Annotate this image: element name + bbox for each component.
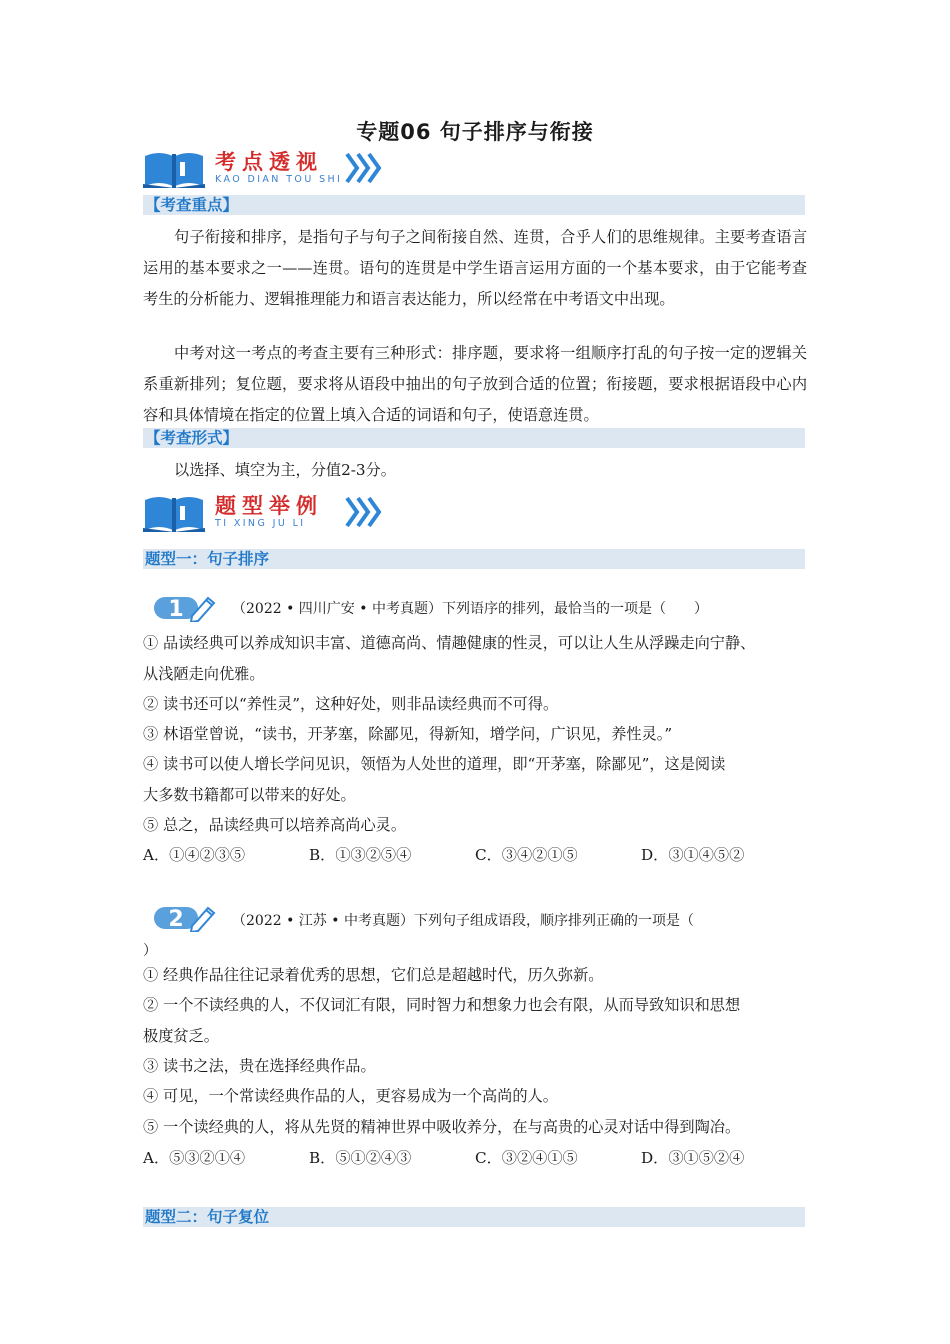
q1-sentence-line: ② 读书还可以“养性灵”，这种好处，则非品读经典而不可得。 (143, 695, 559, 713)
open-book-icon (143, 148, 205, 188)
banner-title-cn: 题型举例 (215, 494, 323, 518)
q2-sentence-line: ④ 可见，一个常读经典作品的人，更容易成为一个高尚的人。 (143, 1087, 558, 1105)
q1-sentence-line: 大多数书籍都可以带来的好处。 (143, 786, 356, 804)
q2-sentence-line: ③ 读书之法，贵在选择经典作品。 (143, 1057, 376, 1075)
banner-title-en: TI XING JU LI (215, 518, 306, 529)
banner-title-en: KAO DIAN TOU SHI (215, 174, 343, 185)
section-header-label: 【考查重点】 (145, 195, 239, 214)
section-banner-tixing (143, 490, 403, 536)
section-header-type1 (143, 549, 805, 569)
svg-text:1: 1 (168, 597, 184, 622)
option-b[interactable]: B．⑤①②④③ (309, 1149, 412, 1167)
option-a[interactable]: A．①④②③⑤ (143, 846, 246, 864)
option-c[interactable]: C．③②④①⑤ (475, 1149, 578, 1167)
question-2-stem-tail: ） (143, 943, 157, 959)
section-header-form (143, 428, 805, 448)
banner-title-cn: 考点透视 (215, 150, 323, 174)
section-banner-kaodian (143, 146, 403, 192)
q2-sentence-line: ⑤ 一个读经典的人，将从先贤的精神世界中吸收养分，在与高贵的心灵对话中得到陶冶。 (143, 1118, 741, 1136)
option-d[interactable]: D．③①⑤②④ (641, 1149, 745, 1167)
q1-sentence-line: ⑤ 总之，品读经典可以培养高尚心灵。 (143, 816, 407, 834)
option-d[interactable]: D．③①④⑤② (641, 846, 745, 864)
q2-sentence-line: ① 经典作品往往记录着优秀的思想，它们总是超越时代，历久弥新。 (143, 966, 604, 984)
open-book-icon (143, 492, 205, 532)
section-header-key (143, 195, 805, 215)
svg-text:2: 2 (168, 907, 184, 932)
option-b[interactable]: B．①③②⑤④ (309, 846, 412, 864)
question-2-stem: （2022 • 江苏 • 中考真题）下列句子组成语段，顺序排列正确的一项是（ (232, 913, 694, 929)
q1-sentence-line: 从浅陋走向优雅。 (143, 665, 265, 683)
question-1-stem: （2022 • 四川广安 • 中考真题）下列语序的排列，最恰当的一项是（ ） (232, 601, 708, 617)
question-number-badge (154, 904, 216, 932)
key-paragraph-2: 中考对这一考点的考查主要有三种形式：排序题，要求将一组顺序打乱的句子按一定的逻辑关系重新排列；复位题，要求将从语段中抽出的句子放到合适的位置；衔接题，要求根据语段中心内容和具体情境在指定的位置上填入合适的词语和句子，使语意连贯。 (143, 344, 807, 424)
q2-options (143, 1143, 803, 1173)
form-paragraph: 以选择、填空为主，分值2-3分。 (174, 461, 396, 479)
option-a[interactable]: A．⑤③②①④ (143, 1149, 246, 1167)
question-number-badge (154, 594, 216, 622)
section-header-label: 题型二：句子复位 (145, 1207, 270, 1226)
section-header-label: 【考查形式】 (145, 428, 239, 447)
option-c[interactable]: C．③④②①⑤ (475, 846, 578, 864)
section-header-type2 (143, 1207, 805, 1227)
q2-sentence-line: ② 一个不读经典的人，不仅词汇有限，同时智力和想象力也会有限，从而导致知识和思想 (143, 996, 741, 1014)
q1-sentence-line: ④ 读书可以使人增长学问见识，领悟为人处世的道理，即“开茅塞，除鄙见”，这是阅读 (143, 755, 726, 773)
chevrons-right-icon (343, 494, 385, 530)
section-header-label: 题型一：句子排序 (145, 549, 270, 568)
key-paragraph-1: 句子衔接和排序，是指句子与句子之间衔接自然、连贯，合乎人们的思维规律。主要考查语言运用的基本要求之一——连贯。语句的连贯是中学生语言运用方面的一个基本要求，由于它能考查考生的分析能力、逻辑推理能力和语言表达能力，所以经常在中考语文中出现。 (143, 228, 807, 308)
chevrons-right-icon (343, 150, 385, 186)
q1-sentence-line: ③ 林语堂曾说，“读书，开茅塞，除鄙见，得新知，增学问，广识见，养性灵。” (143, 725, 673, 743)
q1-options (143, 840, 803, 870)
page-title: 专题06 句子排序与衔接 (356, 120, 594, 144)
q1-sentence-line: ① 品读经典可以养成知识丰富、道德高尚、情趣健康的性灵，可以让人生从浮躁走向宁静、 (143, 634, 756, 652)
q2-sentence-line: 极度贫乏。 (143, 1027, 219, 1045)
